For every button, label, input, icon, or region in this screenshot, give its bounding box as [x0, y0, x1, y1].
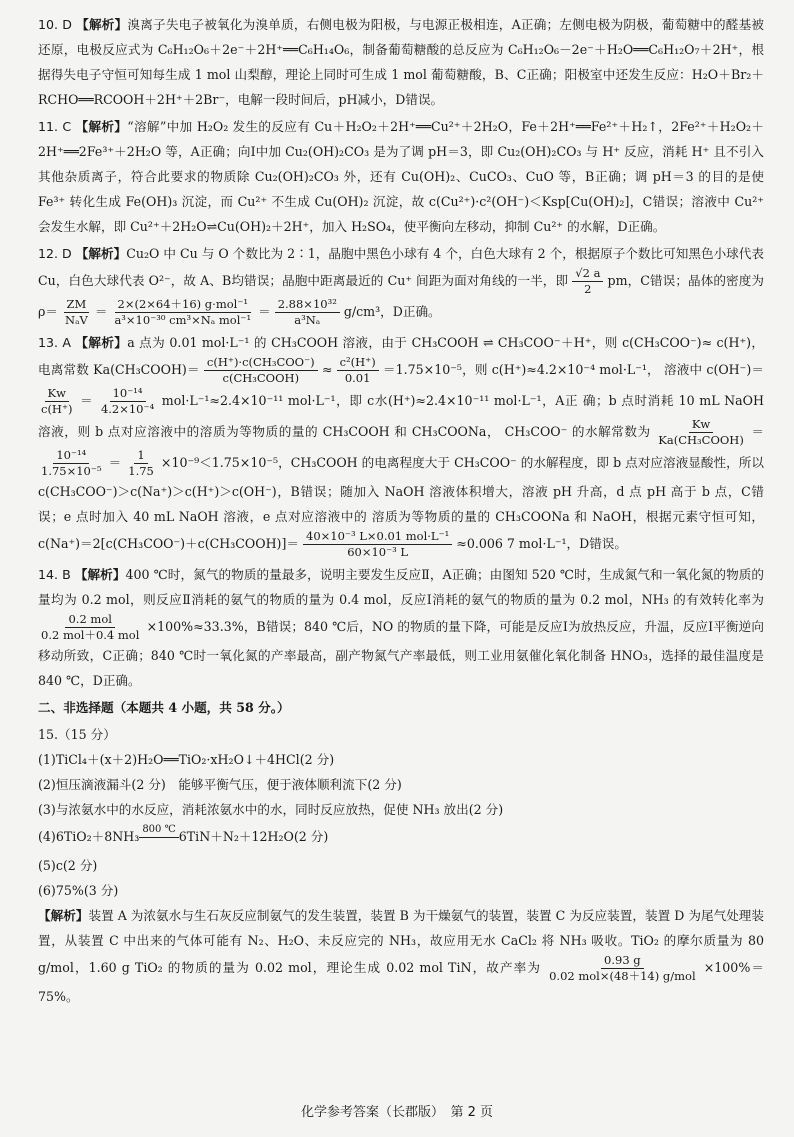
- q15-answer-4: [38, 822, 764, 853]
- q13-fraction-ka: [204, 355, 318, 386]
- frac-denominator: a³Nₐ: [294, 313, 321, 327]
- q12-text-b: pm，C错误；晶体的密度为 ρ＝: [38, 273, 764, 319]
- page-footer: 化学参考答案（长郡版） 第 2 页: [300, 1105, 494, 1120]
- frac-numerator: Kw: [689, 417, 713, 433]
- frac-numerator: 10⁻¹⁴: [110, 386, 146, 402]
- q13-fraction-ka2: [337, 355, 379, 386]
- frac-numerator: 2×(2×64＋16) g·mol⁻¹: [115, 297, 252, 313]
- q13-fraction-kw: [38, 386, 76, 417]
- q12-text-a: Cu₂O 中 Cu 与 O 个数比为 2∶1，晶胞中黑色小球有 4 个，白色大球有 2 个，根据原子个数比可知黑色小球代表 Cu，白色大球代表 O²⁻，故 A、B均错误；晶胞中距离最近的 Cu⁺ 间距为面对角线的一半，即: [38, 246, 764, 288]
- reaction-condition: 800 ℃: [139, 822, 178, 838]
- frac-denominator: a³×10⁻³⁰ cm³×Nₐ mol⁻¹: [114, 313, 252, 327]
- frac-denominator: Ka(CH₃COOH): [658, 433, 744, 447]
- equals-sign: ＝: [80, 393, 94, 408]
- frac-denominator: NₐV: [65, 313, 88, 327]
- q13-fraction-oh: [98, 386, 157, 417]
- frac-denominator: c(CH₃COOH): [222, 371, 300, 385]
- q10-tag: 【解析】: [76, 17, 128, 32]
- frac-denominator: 0.02 mol×(48＋14) g/mol: [549, 969, 696, 983]
- q13-head: 13. A: [38, 335, 72, 350]
- answer-q13: [38, 330, 764, 560]
- reaction-condition-arrow: [139, 822, 178, 853]
- arrow-base: [145, 838, 173, 853]
- equals-sign: ＝: [94, 304, 108, 319]
- q13-line6: CH₃COO⁻ 的水解程度，即 b 点对应溶液显酸性，所以 c(CH₃COO⁻)＞c(Na⁺)＞c(H⁺)＞c(OH⁻)，B错误；随加入: [38, 455, 764, 499]
- q12-paragraph: [38, 241, 764, 328]
- q13-line5a: CH₃COO⁻ 的水解常数为: [504, 424, 651, 439]
- frac-numerator: 0.93 g: [601, 953, 644, 969]
- q14-line2: 物质的量均为 0.2 mol，则反应Ⅱ消耗的氨气的物质的量为 0.4 mol，反应Ⅰ消耗的氨气的物质的量为 0.2 mol，NH₃: [38, 567, 765, 607]
- frac-numerator: Kw: [45, 386, 69, 402]
- q15-explanation: [38, 903, 764, 1009]
- frac-denominator: 0.2 mol＋0.4 mol: [41, 628, 140, 642]
- q10-text: 溴离子失电子被氧化为溴单质，右侧电极为阳极，与电源正极相连，A正确；左侧电极为阴极，葡萄糖中的醛基被还原，电极反应式为 C₆H₁₂O₆＋2e⁻＋2H⁺══C₆H₁₄O₆，制备葡萄糖酸的总反应为 C₆H₁₂O₆－2e⁻＋H₂O══C₆H₁₂O₇＋2H⁺，根据得失电子守恒可知每生成 1 mol 山梨醇，理论上同时可生成 1 mol 葡萄糖酸，B、C正确；阳极室中还发生反应：H₂O＋Br₂＋RCHO══RCOOH＋2H⁺＋2Br⁻，电解一段时间后，pH减小，D错误。: [38, 17, 764, 107]
- q13-line5b: ×10⁻⁹＜1.75×10⁻⁵，CH₃COOH 的电离程度大于: [160, 455, 451, 470]
- q12-fraction-density: [62, 297, 91, 328]
- q15-exp2: ×100%＝75%。: [38, 960, 764, 1004]
- q14-line3b: ×100%≈33.3%，B错误；840 ℃后，NO 的物质的量下降，可能是反应Ⅰ为放热: [146, 619, 607, 634]
- answer-q12: [38, 241, 764, 328]
- q14-line1: 400 ℃时，氮气的物质的量最多，说明主要发生反应Ⅱ，A正确；由图知 520 ℃时，生成氮气和一氧化氮的: [125, 567, 727, 582]
- q15-answer-1: (1)TiCl₄＋(x＋2)H₂O══TiO₂·xH₂O↓＋4HCl(2 分): [38, 752, 335, 767]
- q11-paragraph: [38, 114, 764, 239]
- q13-paragraph: [38, 330, 764, 560]
- q15-a4-left: (4)6TiO₂＋8NH₃: [38, 829, 140, 844]
- q13-line8: 溶质为等物质的量的 CH₃COONa 和 NaOH，根据元素守恒可知，c(Na⁺)＝2[c(CH₃COO⁻)＋c(CH₃COOH)]＝: [38, 509, 764, 551]
- equals-sign: ＝: [258, 304, 271, 319]
- q13-line3a: 溶液中 c(OH⁻)＝: [663, 362, 764, 377]
- frac-numerator: 10⁻¹⁴: [53, 448, 89, 464]
- q14-head: 14. B: [38, 567, 71, 582]
- q12-fraction-calc: [111, 297, 254, 328]
- q13-line3b: mol·L⁻¹≈2.4×10⁻¹¹ mol·L⁻¹，即 c水(H⁺)≈2.4×10⁻¹¹ mol·L⁻¹，A正: [161, 393, 579, 408]
- q13-tag: 【解析】: [75, 335, 128, 350]
- q11-text: “溶解”中加 H₂O₂ 发生的反应有 Cu＋H₂O₂＋2H⁺══Cu²⁺＋2H₂O，Fe＋2H⁺══Fe²⁺＋H₂↑，2Fe²⁺＋H₂O₂＋2H⁺══2Fe³⁺＋2H₂O 等，A正确；向Ⅰ中加 Cu₂(OH)₂CO₃ 是为了调 pH＝3，即 Cu₂(OH)₂CO₃ 与 H⁺ 反应，消耗 H⁺ 且不引入其他杂质离子，符合此要求的物质除 Cu₂(OH)₂CO₃ 外，还有 Cu(OH)₂、CuCO₃、CuO 等，B正确；调 pH＝3 的目的是使 Fe³⁺ 转化生成 Fe(OH)₃ 沉淀，而 Cu²⁺ 不生成 Cu(OH)₂ 沉淀，故 c(Cu²⁺)·c²(OH⁻)＜Ksp[Cu(OH)₂]，C错误；溶液中 Cu²⁺ 会发生水解，即 Cu²⁺＋2H₂O⇌Cu(OH)₂＋2H⁺，加入 H₂SO₄，使平衡向左移动，抑制 Cu²⁺ 的水解，D正确。: [38, 119, 765, 234]
- answer-q10: [38, 12, 764, 112]
- answer-q14: [38, 562, 764, 693]
- frac-numerator: 40×10⁻³ L×0.01 mol·L⁻¹: [303, 529, 452, 545]
- q13-fraction-kh3: [125, 448, 157, 479]
- frac-denominator: 4.2×10⁻⁴: [100, 402, 155, 416]
- q14-line4: 反应，升温，反应Ⅰ平衡逆向移动所致，C正确；840 ℃时一氧化氮的产率最高，副产物氮气产率最低，则工业用氨催: [38, 619, 764, 663]
- q15-answer-6: (6)75%(3 分): [38, 883, 119, 898]
- q13-line7: NaOH 溶液体积增大，溶液 pH 升高，d 点 pH 高于 b 点，C错误；e 点时加入 40 mL NaOH 溶液，e 点对应溶液中的: [38, 484, 764, 524]
- q15-a4-right: 6TiN＋N₂＋12H₂O(2 分): [178, 829, 329, 844]
- q15-tag: 【解析】: [38, 908, 89, 923]
- q15-answer-3: (3)与浓氨水中的水反应，消耗浓氨水中的水，同时反应放热，促使 NH₃ 放出(2 分): [38, 802, 504, 817]
- q13-fraction-na: [303, 529, 452, 560]
- q12-head: 12. D: [38, 246, 72, 261]
- q12-text-c: g/cm³，D正确。: [343, 304, 441, 319]
- q14-paragraph: [38, 562, 764, 693]
- q14-fraction-rate: [38, 612, 142, 643]
- q13-line2b: ＝1.75×10⁻⁵，则 c(H⁺)≈4.2×10⁻⁴ mol·L⁻¹，: [382, 362, 660, 377]
- frac-denominator: 60×10⁻³ L: [347, 545, 409, 559]
- q13-line4: 确；b 点时消耗 10 mL NaOH 溶液，则 b 点对应溶液中的溶质为等物质的量的 CH₃COOH 和 CH₃COONa，: [38, 393, 764, 439]
- q13-line2a: c(H⁺)，电离常数 Ka(CH₃COOH)＝: [38, 335, 764, 377]
- frac-denominator: c(H⁺): [41, 402, 73, 416]
- q10-head: 10. D: [38, 17, 72, 32]
- q11-head: 11. C: [38, 119, 72, 134]
- frac-numerator: ZM: [64, 297, 90, 313]
- q10-paragraph: [38, 12, 764, 112]
- answer-q15: [38, 722, 764, 1009]
- answer-q11: [38, 114, 764, 239]
- q14-tag: 【解析】: [74, 567, 126, 582]
- q15-answer-2: (2)恒压滴液漏斗(2 分) 能够平衡气压，便于液体顺利流下(2 分): [38, 777, 402, 792]
- frac-numerator: c(H⁺)·c(CH₃COO⁻): [204, 355, 318, 371]
- frac-numerator: c²(H⁺): [337, 355, 379, 371]
- q15-answer-5: (5)c(2 分): [38, 858, 98, 873]
- q15-fraction-yield: [546, 953, 699, 984]
- q13-fraction-kh: [655, 417, 747, 448]
- q15-exp1: 装置 A 为浓氨水与生石灰反应制氨气的发生装置，装置 B 为干燥氨气的装置，装置 C 为反应装置，装置 D 为尾气处理装置，从装置 C 中出来的气体可能有 N₂、H₂O、未反应完的 NH₃，故应用无水 CaCl₂ 将 NH₃ 吸收。TiO₂ 的摩尔质量为 80 g/mol，1.60 g TiO₂ 的物质的量为 0.02 mol，理论生成 0.02 mol TiN，故产率为: [38, 908, 765, 975]
- equals-sign: ＝: [108, 455, 122, 470]
- q13-fraction-kh2: [38, 448, 105, 479]
- frac-denominator: 1.75×10⁻⁵: [41, 464, 102, 478]
- q12-fraction-distance: [572, 266, 603, 297]
- q14-line5: 化氧化制备 HNO₃，选择的最佳温度是 840 ℃，D正确。: [38, 648, 765, 688]
- frac-numerator: √2 a: [572, 266, 603, 282]
- q11-tag: 【解析】: [75, 119, 128, 134]
- q13-line1: a 点为 0.01 mol·L⁻¹ 的 CH₃COOH 溶液，由于 CH₃COOH ⇌ CH₃COO⁻＋H⁺，则 c(CH₃COO⁻)≈: [127, 335, 713, 350]
- q13-line9: ≈0.006 7 mol·L⁻¹，D错误。: [456, 536, 627, 551]
- section-heading: 二、非选择题（本题共 4 小题，共 58 分。）: [38, 700, 290, 715]
- frac-denominator: 1.75: [128, 464, 154, 478]
- equals-sign: ＝: [751, 424, 764, 439]
- q12-fraction-result: [275, 297, 340, 328]
- approx-sign: ≈: [321, 362, 333, 377]
- frac-numerator: 1: [134, 448, 147, 464]
- frac-denominator: 0.01: [344, 371, 371, 385]
- q12-tag: 【解析】: [75, 246, 127, 261]
- frac-numerator: 2.88×10³²: [275, 297, 340, 313]
- frac-numerator: 0.2 mol: [65, 612, 114, 628]
- q15-head: 15.（15 分）: [38, 727, 116, 742]
- q14-line3a: 的有效转化率为: [673, 592, 764, 607]
- frac-denominator: 2: [584, 282, 592, 296]
